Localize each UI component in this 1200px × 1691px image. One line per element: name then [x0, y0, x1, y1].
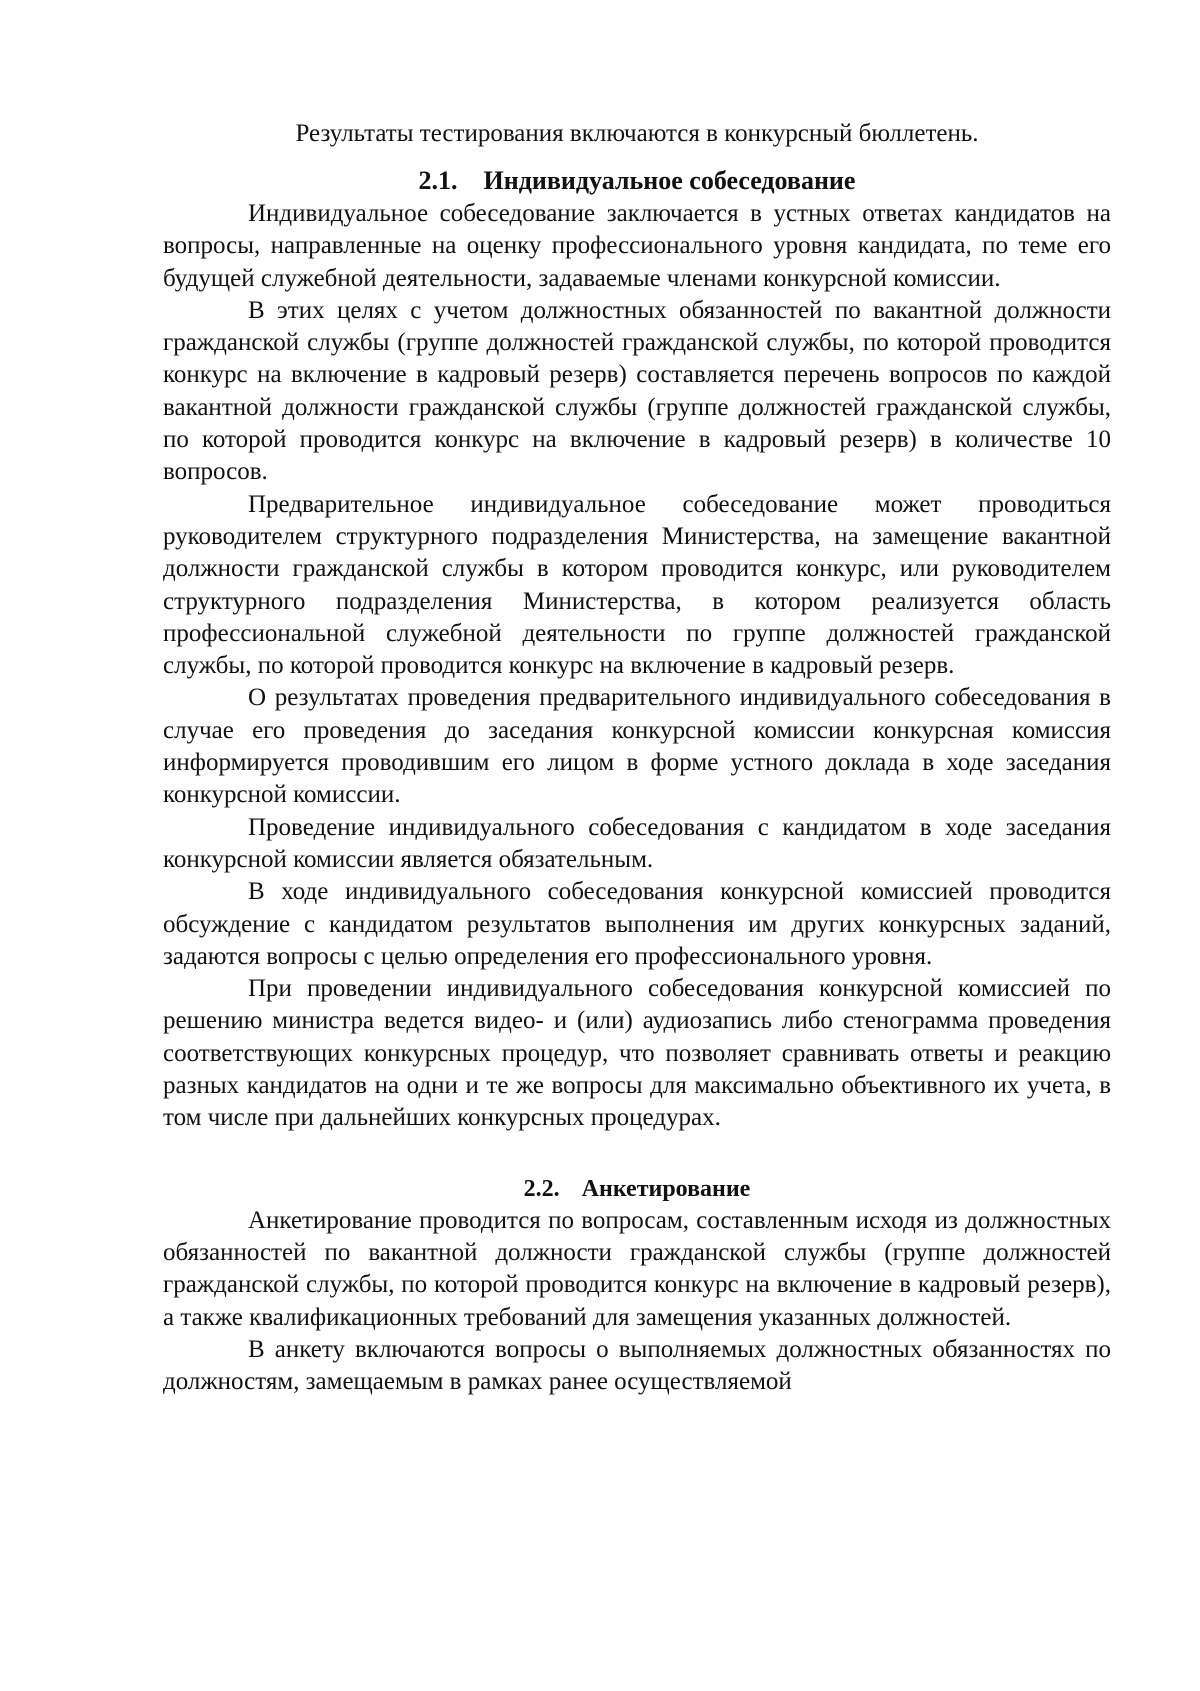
paragraph: Анкетирование проводится по вопросам, составленным исходя из должностных обязанностей по вакантной должности гражданской службы (группе должностей гражданской службы, по которой проводится конкурс на включение в кадровый резерв), а также квалификационных требований для замещения указанных должностей. [163, 1206, 1111, 1331]
section-heading-2-2 [163, 1173, 1111, 1205]
document-content [163, 118, 1111, 1398]
paragraph: В анкету включаются вопросы о выполняемых должностных обязанностях по должностям, замещаемым в рамках ранее осуществляемой [163, 1335, 1111, 1396]
intro-line: Результаты тестирования включаются в конкурсный бюллетень. [295, 120, 979, 147]
paragraph: Индивидуальное собеседование заключается в устных ответах кандидатов на вопросы, направленные на оценку профессионального уровня кандидата, по теме его будущей служебной деятельности, задаваемые членами конкурсной комиссии. [163, 200, 1111, 292]
paragraph: В ходе индивидуального собеседования конкурсной комиссией проводится обсуждение с кандидатом результатов выполнения им других конкурсных заданий, задаются вопросы с целью определения его профессионального уровня. [163, 878, 1111, 970]
paragraph: При проведении индивидуального собеседования конкурсной комиссией по решению министра ведется видео- и (или) аудиозапись либо стенограмма проведения соответствующих конкурсных процедур, что позволяет сравнивать ответы и реакцию разных кандидатов на одни и те же вопросы для максимально объективного их учета, в том числе при дальнейших конкурсных процедурах. [163, 975, 1111, 1132]
paragraph: Предварительное индивидуальное собеседование может проводиться руководителем структурного подразделения Министерства, на замещение вакантной должности гражданской службы в котором проводится конкурс, или руководителем структурного подразделения Министерства, в котором реализуется область профессиональной служебной деятельности по группе должностей гражданской службы, по которой проводится конкурс на включение в кадровый резерв. [163, 490, 1111, 680]
paragraph: В этих целях с учетом должностных обязанностей по вакантной должности гражданской службы (группе должностей гражданской службы, по которой проводится конкурс на включение в кадровый резерв) составляется перечень вопросов по каждой вакантной должности гражданской службы (группе должностей гражданской службы, по которой проводится конкурс на включение в кадровый резерв) в количестве 10 вопросов. [163, 296, 1111, 486]
section-number: 2.2. [523, 1175, 560, 1202]
section-title: Индивидуальное собеседование [483, 166, 856, 195]
section-heading-2-1 [163, 164, 1111, 198]
paragraph: Проведение индивидуального собеседования с кандидатом в ходе заседания конкурсной комиссии является обязательным. [163, 813, 1111, 873]
section-number: 2.1. [418, 166, 458, 195]
paragraph: О результатах проведения предварительного индивидуального собеседования в случае его проведения до заседания конкурсной комиссии конкурсная комиссия информируется проводившим его лицом в форме устного доклада в ходе заседания конкурсной комиссии. [163, 684, 1111, 809]
section-title: Анкетирование [581, 1175, 751, 1202]
